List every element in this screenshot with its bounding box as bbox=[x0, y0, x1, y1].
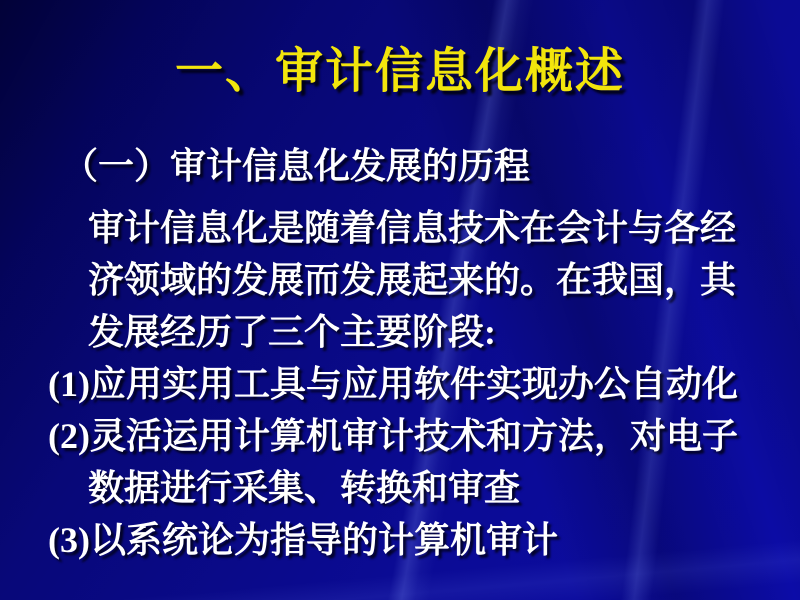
paragraph-line-3: 发展经历了三个主要阶段: bbox=[88, 312, 496, 352]
slide-title: 一、审计信息化概述 bbox=[174, 45, 625, 98]
paragraph-line-2: 济领域的发展而发展起来的。在我国，其 bbox=[88, 260, 737, 300]
paragraph-line-1: 审计信息化是随着信息技术在会计与各经 bbox=[88, 208, 737, 248]
list-item-3: (3)以系统论为指导的计算机审计 bbox=[48, 520, 558, 560]
list-item-1: (1)应用实用工具与应用软件实现办公自动化 bbox=[48, 364, 738, 404]
list-item-2-continuation: 数据进行采集、转换和审查 bbox=[88, 468, 521, 508]
list-item-2: (2)灵活运用计算机审计技术和方法，对电子 bbox=[48, 416, 738, 456]
slide-body bbox=[48, 140, 788, 566]
section-heading: （一）审计信息化发展的历程 bbox=[62, 146, 531, 186]
